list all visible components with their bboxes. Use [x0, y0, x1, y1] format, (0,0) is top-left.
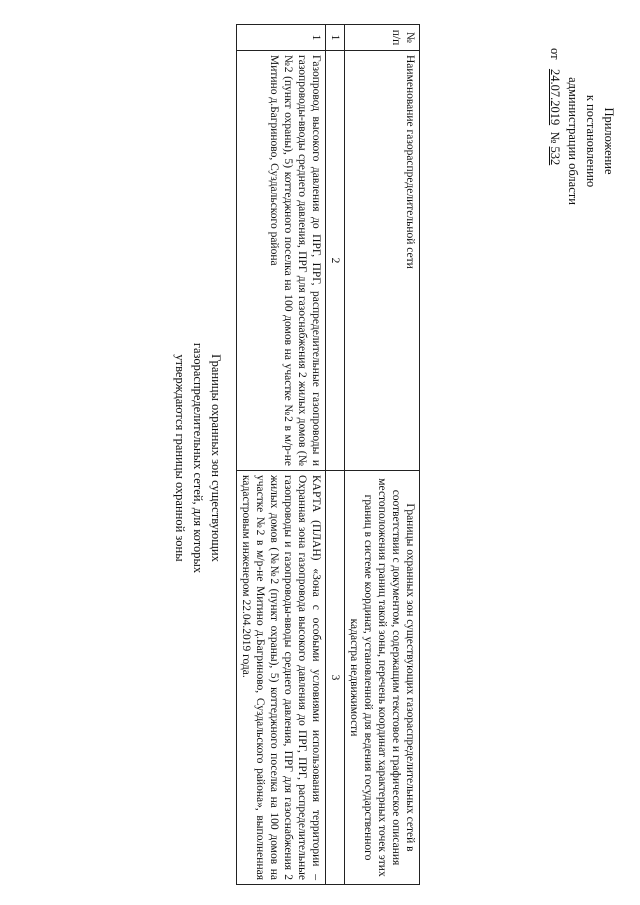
table-row: [237, 25, 326, 885]
column-number-3: 3: [326, 471, 345, 885]
column-number-2: 2: [326, 51, 345, 471]
appendix-line-3: администрации области: [566, 77, 580, 205]
resolution-date: 24.07.2019: [548, 68, 562, 126]
header-name: Наименование газораспределительной сети: [345, 51, 420, 471]
header-num: № п/п: [345, 25, 420, 51]
resolution-number: 532: [548, 146, 562, 166]
title-line-2: газораспределительных сетей, для которых: [191, 342, 205, 574]
column-number-1: 1: [326, 25, 345, 51]
date-prefix: от: [548, 48, 562, 60]
document-title: [171, 258, 225, 658]
number-prefix: №: [548, 131, 562, 144]
boundaries-table: [236, 24, 420, 885]
appendix-block: [546, 26, 618, 256]
title-line-3: утверждаются границы охранной зоны: [173, 354, 187, 562]
appendix-line-2: к постановлению: [584, 94, 598, 188]
network-name: Газопровод высокого давления до ПРГ, ПРГ, распределительные газопроводы и газопроводы-вводы среднего давления, ПРГ для газоснабжения 2 жилых домов (№№2 (пункт охраны), 5) коттеджного поселка на 100 домов на участке №2 в м/р-не Митино д.Багриново, Суздальского района: [237, 51, 326, 471]
header-boundaries: Границы охранных зон существующих газораспределительных сетей в соответствии с документом, содержащим текстовое и графическое описания местоположения границ такой зоны, перечень координат характерных точек этих границ в системе координат, установленной для ведения государственного кадастра недвижимости: [345, 471, 420, 885]
appendix-date-line: [546, 26, 564, 256]
row-number: 1: [237, 25, 326, 51]
title-line-1: Границы охранных зон существующих: [209, 354, 223, 562]
header-row: [345, 25, 420, 885]
appendix-title: Приложение: [602, 107, 616, 175]
column-number-row: [326, 25, 345, 885]
boundary-description: КАРТА (ПЛАН) «Зона с особыми условиями использования территории – Охранная зона газопровода высокого давления до ПРГ, ПРГ, распределительные газопроводы и газопроводы-вводы среднего давления, ПРГ для газоснабжения 2 жилых домов (№№2 (пункт охраны), 5) коттеджного поселка на 100 домов на участке №2 в м/р-не Митино д.Багриново, Суздальского района», выполненная кадастровым инженером 22.04.2019 года.: [237, 471, 326, 885]
